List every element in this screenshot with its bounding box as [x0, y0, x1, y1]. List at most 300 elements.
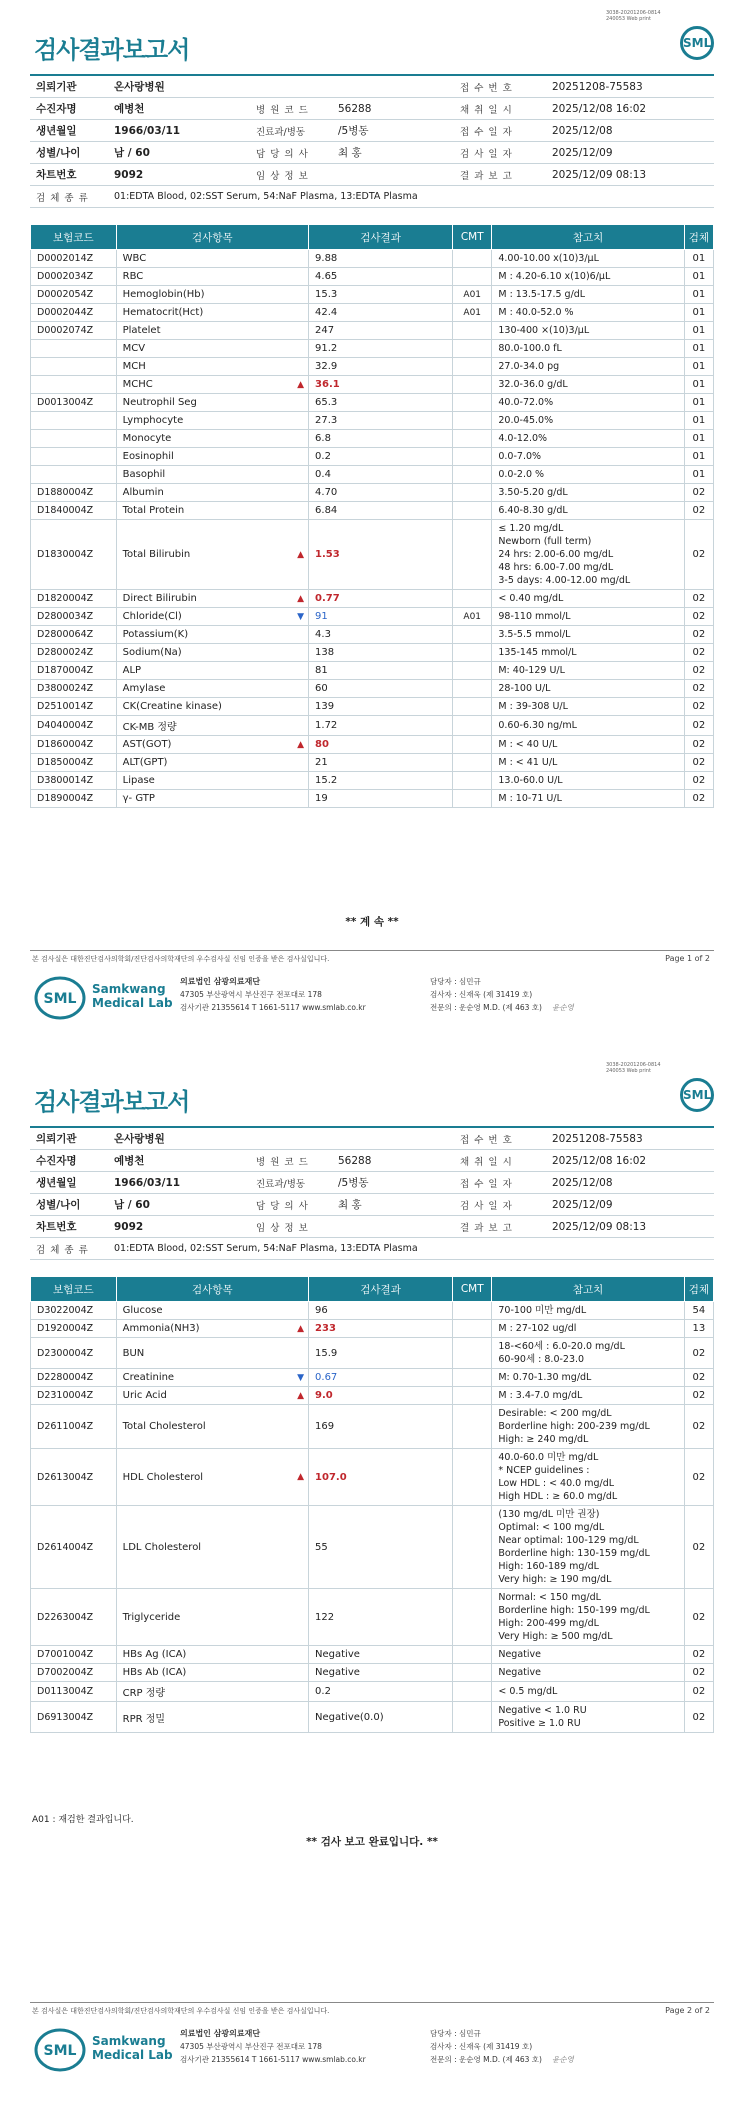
print-id: 3038-20201206-0814 240053 Web print [606, 1062, 661, 1074]
comment-code [453, 466, 492, 484]
reference-line: High HDL : ≥ 60.0 mg/dL [498, 1491, 618, 1502]
insurance-code: D1820004Z [31, 590, 117, 608]
reference-line: 48 hrs: 6.00-7.00 mg/dL [498, 562, 614, 573]
test-item [116, 1302, 308, 1320]
table-row [31, 250, 714, 268]
lab-staff: 담당자 : 심민규 검사자 : 신재욱 (제 31419 호) 전문의 : 운순영 M.D. (제 463 호) 윤순영 [430, 977, 574, 1012]
reference-range [492, 1405, 684, 1449]
comment-code [453, 394, 492, 412]
test-result: 60 [309, 680, 453, 698]
table-row [31, 394, 714, 412]
test-name: LDL Cholesterol [122, 1541, 202, 1553]
reference-range [492, 680, 684, 698]
test-name: Monocyte [122, 433, 172, 444]
test-item [116, 250, 308, 268]
signature: 윤순영 [551, 1003, 574, 1012]
reference-line: M : 4.20-6.10 x(10)6/μL [498, 271, 611, 282]
test-result: 42.4 [309, 304, 453, 322]
table-row [31, 790, 714, 808]
specimen-code: 13 [684, 1320, 713, 1338]
comment-code [453, 484, 492, 502]
test-item [116, 754, 308, 772]
test-result: 27.3 [309, 412, 453, 430]
test-item [116, 698, 308, 716]
comment-code [453, 358, 492, 376]
reference-line: 20.0-45.0% [498, 415, 554, 426]
reference-range [492, 1302, 684, 1320]
comment-code [453, 1506, 492, 1589]
test-name: MCV [122, 343, 146, 354]
reference-range [492, 1387, 684, 1405]
insurance-code: D1870004Z [31, 662, 117, 680]
table-row [31, 716, 714, 736]
specimen-code: 02 [684, 520, 713, 590]
comment-code [453, 1387, 492, 1405]
accreditation-note: 본 검사실은 대한진단검사의학회/진단검사의학재단의 우수검사실 신임 인증을 받은 검사실입니다. [32, 955, 330, 963]
insurance-code: D3022004Z [31, 1302, 117, 1320]
test-name: Direct Bilirubin [122, 593, 197, 604]
test-result: 80 [309, 736, 453, 754]
comment-code [453, 1405, 492, 1449]
comment-code [453, 1449, 492, 1506]
table-row [31, 644, 714, 662]
reference-line: Newborn (full term) [498, 536, 592, 547]
test-name: Uric Acid [122, 1390, 167, 1401]
test-result: 9.0 [309, 1387, 453, 1405]
specimen-code: 01 [684, 322, 713, 340]
test-item [116, 680, 308, 698]
comment-code [453, 1646, 492, 1664]
high-flag-icon: ▲ [297, 739, 305, 750]
insurance-code: D2300004Z [31, 1338, 117, 1369]
test-item [116, 412, 308, 430]
reference-line: ≤ 1.20 mg/dL [498, 523, 564, 534]
test-result: 15.2 [309, 772, 453, 790]
reference-range [492, 448, 684, 466]
lab-address: 의료법인 삼광의료재단 47305 부산광역시 부산진구 전포대로 178 검사기관 21355614 T 1661-5117 www.smlab.co.kr [180, 977, 366, 1012]
insurance-code: D0002054Z [31, 286, 117, 304]
comment-code [453, 1702, 492, 1733]
test-name: ALP [122, 665, 142, 676]
test-item [116, 358, 308, 376]
reference-range [492, 268, 684, 286]
reference-line: 135-145 mmol/L [498, 647, 577, 658]
test-name: γ- GTP [122, 793, 155, 804]
test-result: 0.67 [309, 1369, 453, 1387]
test-result: 1.72 [309, 716, 453, 736]
test-result: 4.65 [309, 268, 453, 286]
test-result: 0.4 [309, 466, 453, 484]
test-item [116, 1589, 308, 1646]
comment-code [453, 448, 492, 466]
reference-range [492, 698, 684, 716]
insurance-code: D2263004Z [31, 1589, 117, 1646]
sml-logo: SML [680, 1078, 714, 1112]
reference-line: < 0.5 mg/dL [498, 1686, 558, 1697]
specimen-code: 02 [684, 1682, 713, 1702]
insurance-code: D0002014Z [31, 250, 117, 268]
test-name: ALT(GPT) [122, 757, 168, 768]
test-result: 19 [309, 790, 453, 808]
reference-line: M : < 40 U/L [498, 739, 558, 750]
test-item [116, 502, 308, 520]
insurance-code: D1880004Z [31, 484, 117, 502]
reference-line: Desirable: < 200 mg/dL [498, 1408, 612, 1419]
footer-divider [30, 2002, 714, 2003]
test-item [116, 790, 308, 808]
reference-range [492, 790, 684, 808]
test-result: 0.2 [309, 448, 453, 466]
test-result: 15.9 [309, 1338, 453, 1369]
specimen-code: 01 [684, 250, 713, 268]
test-name: HBs Ag (ICA) [122, 1649, 187, 1660]
test-item [116, 304, 308, 322]
specimen-code: 01 [684, 394, 713, 412]
reference-range [492, 340, 684, 358]
insurance-code: D1830004Z [31, 520, 117, 590]
page-number: Page 1 of 2 [665, 954, 710, 963]
specimen-code: 02 [684, 680, 713, 698]
test-item [116, 1506, 308, 1589]
reference-range [492, 626, 684, 644]
reference-line: M: 40-129 U/L [498, 665, 565, 676]
insurance-code [31, 430, 117, 448]
test-item [116, 376, 308, 394]
specimen-code: 02 [684, 662, 713, 680]
specimen-code: 02 [684, 1405, 713, 1449]
test-item [116, 484, 308, 502]
lab-brand-name: Samkwang Medical Lab [92, 982, 173, 1010]
reference-line: Low HDL : < 40.0 mg/dL [498, 1478, 615, 1489]
reference-range [492, 1320, 684, 1338]
footer-divider [30, 950, 714, 951]
specimen-code: 02 [684, 644, 713, 662]
signature: 윤순영 [551, 2055, 574, 2064]
specimen-code: 01 [684, 286, 713, 304]
specimen-code: 01 [684, 412, 713, 430]
reference-range [492, 322, 684, 340]
comment-code [453, 1664, 492, 1682]
table-row [31, 736, 714, 754]
high-flag-icon: ▲ [297, 1323, 305, 1334]
comment-code [453, 698, 492, 716]
test-name: Total Cholesterol [122, 1421, 206, 1432]
reference-range [492, 736, 684, 754]
reference-line: Near optimal: 100-129 mg/dL [498, 1535, 639, 1546]
specimen-code: 02 [684, 1646, 713, 1664]
test-result: 91 [309, 608, 453, 626]
test-item [116, 268, 308, 286]
specimen-code: 02 [684, 790, 713, 808]
table-row [31, 662, 714, 680]
reference-line: High: ≥ 240 mg/dL [498, 1434, 589, 1445]
insurance-code: D2614004Z [31, 1506, 117, 1589]
test-result: Negative [309, 1646, 453, 1664]
insurance-code: D1890004Z [31, 790, 117, 808]
specimen-code: 01 [684, 304, 713, 322]
reference-range [492, 1506, 684, 1589]
test-result: 55 [309, 1506, 453, 1589]
insurance-code: D0002074Z [31, 322, 117, 340]
comment-code [453, 790, 492, 808]
specimen-code: 01 [684, 430, 713, 448]
test-name: Eosinophil [122, 451, 174, 462]
test-result: 91.2 [309, 340, 453, 358]
specimen-code: 01 [684, 358, 713, 376]
comment-code [453, 1338, 492, 1369]
print-id: 3038-20201206-0814 240053 Web print [606, 10, 661, 22]
reference-line: 4.00-10.00 x(10)3/μL [498, 253, 599, 264]
comment-code: A01 [453, 608, 492, 626]
test-result: 0.2 [309, 1682, 453, 1702]
reference-range [492, 1338, 684, 1369]
high-flag-icon: ▲ [297, 379, 305, 390]
reference-line: 0.0-2.0 % [498, 469, 545, 480]
specimen-code: 02 [684, 772, 713, 790]
lab-brand-name: Samkwang Medical Lab [92, 2034, 173, 2062]
table-row [31, 772, 714, 790]
results-table-page-2: 보험코드 검사항목 검사결과 CMT 참고치 검체 D3022004Z Glucose 96 70-100 미만 mg/dL 54 D1920004Z Ammonia(NH3) ▲ 233 M : 27-102 ug/dl 13 D2300004Z BUN 15.9 18-<60세 : 6.0-20.0 mg/dL 60-90세 : 8.0-23.0 02 D2280004Z Creatinine ▼ 0.67 M: 0.70-1.30 mg/dL 02 D2310004Z Uric Acid ▲ 9.0 M : 3.4-7.0 mg/dL 02 D2611004Z Total Cholesterol 169 Desirable: < 200 mg/dL Borderline high: 200-239 mg/dL High: ≥ 240 mg/dL 02 D2613004Z HDL Cholesterol ▲ 107.0 40.0-60.0 미만 mg/dL * NCEP guidelines : Low HDL : < 40.0 mg/dL High HDL : ≥ 60.0 mg/dL 02 D2614004Z LDL Cholesterol 55 (130 mg/dL 미만 권장) Optimal: < 100 mg/dL Near optimal: 100-129 mg/dL Borderline high: 130-159 mg/dL High: 160-189 mg/dL Very high: ≥ 190 mg/dL 02 D2263004Z Triglyceride 122 Normal: < 150 mg/dL Borderline high: 150-199 mg/dL High: 200-499 mg/dL Very High: ≥ 500 mg/dL 02 D7001004Z HBs Ag (ICA) Negative Negative 02 D7002004Z HBs Ab (ICA) Negative Negative 02 D0113004Z CRP 정량 0.2 < 0.5 mg/dL 02 D6913004Z RPR 정밀 Negative(0.0) Negative < 1.0 RU Positive ≥ 1.0 RU 02 [30, 1276, 714, 1733]
test-result: 107.0 [309, 1449, 453, 1506]
specimen-code: 02 [684, 736, 713, 754]
specimen-code: 02 [684, 1369, 713, 1387]
specimen-code: 02 [684, 698, 713, 716]
reference-range [492, 358, 684, 376]
table-row [31, 626, 714, 644]
insurance-code [31, 376, 117, 394]
specimen-code: 01 [684, 340, 713, 358]
test-result: Negative(0.0) [309, 1702, 453, 1733]
reference-range [492, 376, 684, 394]
specimen-code: 02 [684, 484, 713, 502]
test-item [116, 1405, 308, 1449]
reference-line: Negative [498, 1667, 541, 1678]
test-result: 0.77 [309, 590, 453, 608]
table-row [31, 1405, 714, 1449]
reference-line: Optimal: < 100 mg/dL [498, 1522, 605, 1533]
reference-line: 40.0-60.0 미만 mg/dL [498, 1452, 599, 1463]
test-name: Basophil [122, 469, 166, 480]
reference-range [492, 1369, 684, 1387]
test-name: WBC [122, 253, 147, 264]
reference-line: 130-400 ×(10)3/μL [498, 325, 590, 336]
table-row [31, 304, 714, 322]
reference-line: M : 27-102 ug/dl [498, 1323, 577, 1334]
test-result: 6.8 [309, 430, 453, 448]
table-row [31, 1302, 714, 1320]
table-row [31, 430, 714, 448]
reference-line: 6.40-8.30 g/dL [498, 505, 568, 516]
comment-code [453, 250, 492, 268]
insurance-code: D2280004Z [31, 1369, 117, 1387]
test-item [116, 520, 308, 590]
test-item [116, 716, 308, 736]
reference-line: Very high: ≥ 190 mg/dL [498, 1574, 612, 1585]
comment-code [453, 754, 492, 772]
reference-range [492, 304, 684, 322]
specimen-code: 01 [684, 466, 713, 484]
test-item [116, 286, 308, 304]
test-name: Neutrophil Seg [122, 397, 197, 408]
test-name: Potassium(K) [122, 629, 189, 640]
test-result: 81 [309, 662, 453, 680]
test-name: Chloride(Cl) [122, 611, 182, 622]
reference-line: Normal: < 150 mg/dL [498, 1592, 601, 1603]
test-item [116, 626, 308, 644]
high-flag-icon: ▲ [297, 593, 305, 604]
reference-line: 28-100 U/L [498, 683, 551, 694]
test-name: CRP 정량 [122, 1688, 166, 1699]
insurance-code: D1920004Z [31, 1320, 117, 1338]
report-title: 검사결과보고서 [34, 1088, 190, 1116]
specimen-code: 02 [684, 716, 713, 736]
test-item [116, 608, 308, 626]
insurance-code: D2611004Z [31, 1405, 117, 1449]
comment-code [453, 590, 492, 608]
reference-line: < 0.40 mg/dL [498, 593, 564, 604]
table-row [31, 1702, 714, 1733]
insurance-code [31, 412, 117, 430]
svg-text:SML: SML [43, 991, 77, 1007]
patient-info-table: 의뢰기관 온사랑병원 접 수 번 호 20251208-75583 수진자명 예병천 병 원 코 드 56288 채 취 일 시 2025/12/08 16:02 생년월일 1966/03/11 진료과/병동 /5병동 접 수 일 자 2025/12/08 성별/나이 남 / 60 담 당 의 사 최 홍 검 사 일 자 2025/12/09 차트번호 9092 임 상 정 보 결 과 보 고 2025/12/09 08:13 검 체 종 류 01:EDTA Blood, 02:SST Serum, 54:NaF Plasma, 13:EDTA Plasma [30, 1126, 714, 1260]
reference-line: 24 hrs: 2.00-6.00 mg/dL [498, 549, 614, 560]
test-item [116, 772, 308, 790]
specimen-code: 02 [684, 1506, 713, 1589]
reference-line: Very High: ≥ 500 mg/dL [498, 1631, 613, 1642]
comment-code [453, 412, 492, 430]
table-row [31, 754, 714, 772]
test-name: Amylase [122, 683, 166, 694]
comment-code [453, 644, 492, 662]
reference-range [492, 502, 684, 520]
reference-line: 3.50-5.20 g/dL [498, 487, 568, 498]
reference-range [492, 520, 684, 590]
specimen-code: 02 [684, 754, 713, 772]
test-result: Negative [309, 1664, 453, 1682]
test-result: 169 [309, 1405, 453, 1449]
test-name: CK-MB 정량 [122, 722, 177, 733]
table-row [31, 1646, 714, 1664]
table-row [31, 1682, 714, 1702]
reference-range [492, 394, 684, 412]
low-flag-icon: ▼ [297, 1372, 305, 1383]
table-row [31, 1589, 714, 1646]
low-flag-icon: ▼ [297, 611, 305, 622]
test-item [116, 430, 308, 448]
test-name: HBs Ab (ICA) [122, 1667, 187, 1678]
table-row [31, 448, 714, 466]
comment-code [453, 430, 492, 448]
table-row [31, 1449, 714, 1506]
high-flag-icon: ▲ [297, 1472, 305, 1482]
reference-line: Positive ≥ 1.0 RU [498, 1718, 581, 1729]
insurance-code: D3800014Z [31, 772, 117, 790]
reference-range [492, 484, 684, 502]
test-result: 36.1 [309, 376, 453, 394]
reference-range [492, 412, 684, 430]
specimen-code: 54 [684, 1302, 713, 1320]
table-row [31, 358, 714, 376]
comment-code [453, 736, 492, 754]
reference-range [492, 250, 684, 268]
reference-range [492, 1664, 684, 1682]
insurance-code: D2800064Z [31, 626, 117, 644]
comment-code [453, 662, 492, 680]
test-item [116, 1682, 308, 1702]
table-row [31, 466, 714, 484]
continue-note: ** 계 속 ** [345, 916, 399, 928]
comment-code: A01 [453, 304, 492, 322]
test-name: Hemoglobin(Hb) [122, 289, 205, 300]
comment-code [453, 680, 492, 698]
reference-range [492, 466, 684, 484]
insurance-code: D6913004Z [31, 1702, 117, 1733]
test-result: 21 [309, 754, 453, 772]
test-result: 96 [309, 1302, 453, 1320]
table-row [31, 680, 714, 698]
test-item [116, 322, 308, 340]
comment-code [453, 1369, 492, 1387]
insurance-code: D3800024Z [31, 680, 117, 698]
table-row [31, 502, 714, 520]
table-row [31, 1369, 714, 1387]
test-name: Ammonia(NH3) [122, 1323, 200, 1334]
table-row [31, 340, 714, 358]
specimen-code: 01 [684, 268, 713, 286]
reference-line: 3.5-5.5 mmol/L [498, 629, 571, 640]
reference-line: 98-110 mmol/L [498, 611, 571, 622]
lab-staff: 담당자 : 심민규 검사자 : 신재욱 (제 31419 호) 전문의 : 운순영 M.D. (제 463 호) 윤순영 [430, 2029, 574, 2064]
table-row [31, 268, 714, 286]
table-row [31, 698, 714, 716]
table-row [31, 376, 714, 394]
insurance-code: D1850004Z [31, 754, 117, 772]
reference-line: M: 0.70-1.30 mg/dL [498, 1372, 592, 1383]
comment-code [453, 322, 492, 340]
reference-range [492, 716, 684, 736]
reference-line: M : 10-71 U/L [498, 793, 562, 804]
reference-line: 70-100 미만 mg/dL [498, 1305, 587, 1316]
reference-range [492, 286, 684, 304]
specimen-code: 02 [684, 1387, 713, 1405]
reference-line: 60-90세 : 8.0-23.0 [498, 1354, 585, 1365]
comment-code [453, 772, 492, 790]
comment-code [453, 502, 492, 520]
test-result: 138 [309, 644, 453, 662]
reference-line: 4.0-12.0% [498, 433, 548, 444]
reference-range [492, 590, 684, 608]
test-name: RBC [122, 271, 144, 282]
reference-range [492, 662, 684, 680]
reference-range [492, 430, 684, 448]
specimen-code: 02 [684, 1664, 713, 1682]
test-item [116, 394, 308, 412]
table-row [31, 1320, 714, 1338]
test-result: 9.88 [309, 250, 453, 268]
page-number: Page 2 of 2 [665, 2006, 710, 2015]
table-row [31, 322, 714, 340]
lab-address: 의료법인 삼광의료재단 47305 부산광역시 부산진구 전포대로 178 검사기관 21355614 T 1661-5117 www.smlab.co.kr [180, 2029, 366, 2064]
test-name: Triglyceride [122, 1611, 181, 1623]
specimen-code: 02 [684, 1589, 713, 1646]
table-row [31, 590, 714, 608]
table-row [31, 286, 714, 304]
test-name: MCH [122, 361, 146, 372]
report-end-note: ** 검사 보고 완료입니다. ** [306, 1836, 438, 1848]
sml-logo-icon [34, 976, 86, 1020]
test-item [116, 1702, 308, 1733]
test-item [116, 590, 308, 608]
